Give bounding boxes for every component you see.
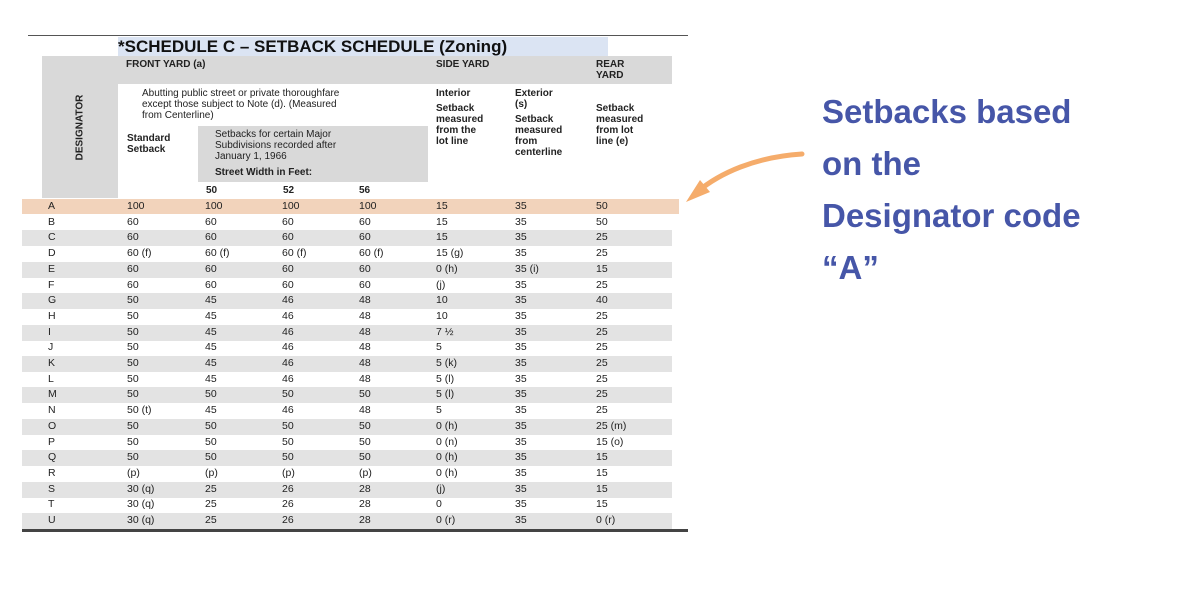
designator-cell: B [48, 215, 56, 228]
arrow-shaft [697, 154, 802, 192]
designator-cell: J [48, 341, 54, 354]
table-cell-rear: 25 [596, 231, 608, 244]
table-cell-exterior: 35 [515, 435, 527, 448]
table-row-shading [22, 293, 672, 309]
exterior-header-4: measured [515, 125, 563, 136]
table-cell-w56: 48 [359, 357, 371, 369]
table-cell-rear: 25 [596, 341, 608, 354]
table-cell-w56: (p) [359, 466, 372, 479]
table-cell-rear: 25 [596, 247, 608, 260]
width-52-header: 52 [283, 185, 295, 196]
table-cell-w50: 60 (f) [205, 247, 230, 260]
standard-setback-2: Setback [127, 144, 166, 155]
width-56-header: 56 [359, 185, 371, 196]
bottom-rule [22, 529, 688, 532]
rear-yard-header-2: YARD [596, 70, 624, 81]
table-cell-exterior: 35 [515, 357, 527, 369]
table-cell-w56: 28 [359, 498, 371, 511]
table-cell-w52: 50 [282, 388, 294, 401]
table-cell-w50: 45 [205, 309, 217, 322]
table-cell-w52: 60 [282, 278, 294, 291]
table-cell-w52: 50 [282, 419, 294, 432]
table-cell-w52: 50 [282, 451, 294, 464]
front-yard-header: FRONT YARD (a) [126, 59, 206, 70]
designator-cell: O [48, 419, 57, 432]
table-cell-exterior: 35 [515, 498, 527, 511]
table-cell-w50: 45 [205, 404, 217, 417]
table-cell-exterior: 35 [515, 482, 527, 495]
table-cell-rear: 25 [596, 372, 608, 385]
designator-cell: K [48, 357, 56, 369]
designator-cell: U [48, 514, 56, 526]
table-cell-std: 60 (f) [127, 247, 152, 260]
table-cell-w50: (p) [205, 466, 218, 479]
exterior-header-2: (s) [515, 99, 528, 110]
table-row-shading [22, 356, 672, 372]
major-subdivision-3: January 1, 1966 [215, 151, 287, 162]
standard-setback-1: Standard [127, 133, 171, 144]
table-row-shading [22, 450, 672, 466]
designator-cell: M [48, 388, 57, 401]
abutting-note-3: from Centerline) [142, 110, 214, 121]
table-cell-interior: 15 [436, 231, 448, 244]
designator-cell: C [48, 231, 56, 244]
table-cell-rear: 25 [596, 388, 608, 401]
abutting-note-1: Abutting public street or private thoroughfare [142, 88, 340, 99]
schedule-title: *SCHEDULE C – SETBACK SCHEDULE (Zoning) [118, 37, 608, 57]
table-cell-interior: 15 [436, 215, 448, 228]
table-cell-std: 50 [127, 309, 139, 322]
table-cell-w50: 60 [205, 262, 217, 275]
table-cell-w52: 46 [282, 404, 294, 417]
table-cell-interior: 0 [436, 498, 442, 511]
table-cell-std: 50 [127, 294, 139, 307]
table-row-shading [22, 482, 672, 498]
table-cell-interior: 0 (h) [436, 262, 458, 275]
table-cell-w52: 26 [282, 514, 294, 526]
abutting-note-2: except those subject to Note (d). (Measured [142, 99, 337, 110]
table-cell-w56: 60 [359, 215, 371, 228]
side-yard-header: SIDE YARD [436, 59, 490, 70]
table-cell-w50: 50 [205, 419, 217, 432]
table-cell-w56: 28 [359, 514, 371, 526]
designator-cell: E [48, 262, 56, 275]
table-cell-exterior: 35 [515, 247, 527, 260]
pointer-arrow [680, 140, 815, 220]
top-rule [28, 35, 688, 36]
interior-header-3: measured [436, 114, 484, 125]
designator-cell: R [48, 466, 56, 479]
designator-cell: N [48, 404, 56, 417]
annotation-line-2: on the [822, 145, 921, 182]
table-cell-std: 30 (q) [127, 482, 155, 495]
table-cell-interior: 5 [436, 404, 442, 417]
table-cell-w56: 28 [359, 482, 371, 495]
table-cell-interior: 0 (r) [436, 514, 456, 526]
table-cell-std: 60 [127, 215, 139, 228]
table-cell-rear: 25 [596, 357, 608, 369]
table-cell-std: 50 [127, 325, 139, 338]
table-cell-exterior: 35 [515, 466, 527, 479]
designator-cell: S [48, 482, 56, 495]
table-cell-rear: 15 [596, 262, 608, 275]
table-cell-w56: 48 [359, 309, 371, 322]
annotation-line-3: Designator code [822, 197, 1081, 234]
table-cell-std: 50 [127, 451, 139, 464]
row-a-highlight [22, 199, 679, 214]
table-cell-rear: 25 [596, 278, 608, 291]
table-cell-w56: 60 (f) [359, 247, 384, 260]
table-cell-rear: 15 [596, 451, 608, 464]
designator-cell: L [48, 372, 54, 385]
table-cell-w56: 50 [359, 435, 371, 448]
table-cell-interior: 7 ½ [436, 325, 454, 338]
interior-header-4: from the [436, 125, 476, 136]
table-cell-w50: 50 [205, 435, 217, 448]
table-cell-w50: 50 [205, 451, 217, 464]
table-cell-std: 60 [127, 278, 139, 291]
table-cell-w56: 60 [359, 231, 371, 244]
table-row-shading [22, 387, 672, 403]
table-row-shading [22, 262, 672, 278]
table-cell-exterior: 35 [515, 451, 527, 464]
table-cell-interior: 0 (h) [436, 466, 458, 479]
table-cell-std: (p) [127, 466, 140, 479]
street-width-label: Street Width in Feet: [215, 167, 313, 178]
table-cell-std: 50 [127, 435, 139, 448]
table-cell-w50: 60 [205, 215, 217, 228]
designator-cell: A [48, 200, 56, 212]
table-cell-rear: 25 [596, 325, 608, 338]
annotation-line-1: Setbacks based [822, 93, 1072, 130]
designator-cell: D [48, 247, 56, 260]
table-cell-exterior: 35 [515, 404, 527, 417]
table-cell-w52: 46 [282, 372, 294, 385]
rear-setback-header-1: Setback [596, 103, 635, 114]
table-cell-exterior: 35 [515, 514, 527, 526]
table-cell-exterior: 35 [515, 388, 527, 401]
table-cell-interior: (j) [436, 482, 446, 495]
table-cell-interior: (j) [436, 278, 446, 291]
designator-header: DESIGNATOR [74, 94, 86, 160]
table-cell-interior: 0 (h) [436, 451, 458, 464]
designator-cell: T [48, 498, 55, 511]
table-cell-w52: 100 [282, 200, 300, 212]
table-cell-w56: 48 [359, 404, 371, 417]
table-cell-w56: 48 [359, 372, 371, 385]
table-cell-rear: 50 [596, 215, 608, 228]
table-cell-exterior: 35 [515, 200, 527, 212]
rear-yard-header-1: REAR [596, 59, 625, 70]
table-cell-w56: 50 [359, 451, 371, 464]
table-cell-w56: 48 [359, 341, 371, 354]
table-cell-w56: 48 [359, 325, 371, 338]
table-cell-std: 30 (q) [127, 514, 155, 526]
table-cell-w52: 26 [282, 482, 294, 495]
table-cell-rear: 15 (o) [596, 435, 624, 448]
table-cell-w50: 25 [205, 514, 217, 526]
table-cell-w52: 60 [282, 262, 294, 275]
table-cell-std: 50 [127, 341, 139, 354]
table-cell-interior: 15 [436, 200, 448, 212]
table-cell-w50: 100 [205, 200, 223, 212]
table-cell-w50: 45 [205, 294, 217, 307]
table-cell-rear: 25 [596, 309, 608, 322]
designator-cell: Q [48, 451, 57, 464]
table-cell-w52: 26 [282, 498, 294, 511]
interior-header-2: Setback [436, 103, 475, 114]
interior-header-5: lot line [436, 136, 469, 147]
table-cell-exterior: 35 (i) [515, 262, 539, 275]
table-cell-std: 60 [127, 262, 139, 275]
table-cell-w52: 60 (f) [282, 247, 307, 260]
table-cell-w50: 45 [205, 341, 217, 354]
table-cell-exterior: 35 [515, 294, 527, 307]
table-cell-std: 30 (q) [127, 498, 155, 511]
table-cell-w50: 45 [205, 325, 217, 338]
table-cell-w50: 50 [205, 388, 217, 401]
exterior-header-6: centerline [515, 147, 563, 158]
table-cell-w56: 50 [359, 419, 371, 432]
table-cell-exterior: 35 [515, 278, 527, 291]
table-cell-exterior: 35 [515, 309, 527, 322]
table-cell-exterior: 35 [515, 215, 527, 228]
table-cell-w52: 50 [282, 435, 294, 448]
table-cell-rear: 50 [596, 200, 608, 212]
table-cell-w56: 100 [359, 200, 377, 212]
table-cell-w52: 46 [282, 309, 294, 322]
designator-cell: G [48, 294, 57, 307]
table-cell-w56: 60 [359, 262, 371, 275]
table-cell-interior: 5 (k) [436, 357, 457, 369]
major-subdivision-1: Setbacks for certain Major [215, 129, 332, 140]
exterior-header-3: Setback [515, 114, 554, 125]
table-cell-std: 60 [127, 231, 139, 244]
annotation-line-4: “A” [822, 249, 879, 286]
rear-setback-header-4: line (e) [596, 136, 629, 147]
table-cell-std: 50 [127, 419, 139, 432]
table-cell-w56: 48 [359, 294, 371, 307]
table-cell-w50: 60 [205, 231, 217, 244]
table-cell-w56: 50 [359, 388, 371, 401]
table-cell-rear: 15 [596, 482, 608, 495]
table-cell-exterior: 35 [515, 325, 527, 338]
table-cell-interior: 0 (n) [436, 435, 458, 448]
table-cell-rear: 25 [596, 404, 608, 417]
table-cell-w50: 25 [205, 498, 217, 511]
table-cell-interior: 5 (l) [436, 372, 455, 385]
table-cell-interior: 10 [436, 294, 448, 307]
width-50-header: 50 [206, 185, 218, 196]
table-cell-w50: 60 [205, 278, 217, 291]
table-row-shading [22, 325, 672, 341]
rear-setback-header-3: from lot [596, 125, 634, 136]
rear-setback-header-2: measured [596, 114, 644, 125]
table-cell-w52: 60 [282, 215, 294, 228]
table-cell-w50: 45 [205, 357, 217, 369]
table-cell-rear: 25 (m) [596, 419, 627, 432]
table-cell-std: 50 [127, 388, 139, 401]
table-cell-w56: 60 [359, 278, 371, 291]
table-cell-w52: 46 [282, 294, 294, 307]
table-cell-w52: 46 [282, 325, 294, 338]
designator-cell: P [48, 435, 56, 448]
table-cell-w52: 60 [282, 231, 294, 244]
table-cell-exterior: 35 [515, 231, 527, 244]
table-cell-std: 100 [127, 200, 145, 212]
table-cell-exterior: 35 [515, 419, 527, 432]
table-cell-std: 50 [127, 357, 139, 369]
table-cell-w50: 45 [205, 372, 217, 385]
table-row-shading [22, 419, 672, 435]
table-cell-std: 50 [127, 372, 139, 385]
designator-cell: F [48, 278, 55, 291]
table-cell-exterior: 35 [515, 372, 527, 385]
table-cell-rear: 0 (r) [596, 514, 616, 526]
table-cell-w52: 46 [282, 341, 294, 354]
table-cell-interior: 5 [436, 341, 442, 354]
table-cell-rear: 15 [596, 498, 608, 511]
exterior-header-5: from [515, 136, 538, 147]
table-cell-w52: 46 [282, 357, 294, 369]
table-cell-rear: 40 [596, 294, 608, 307]
designator-cell: I [48, 325, 51, 338]
table-cell-interior: 5 (l) [436, 388, 455, 401]
table-cell-interior: 0 (h) [436, 419, 458, 432]
table-row-shading [22, 230, 672, 246]
interior-header-1: Interior [436, 88, 471, 99]
major-subdivision-2: Subdivisions recorded after [215, 140, 337, 151]
table-cell-w52: (p) [282, 466, 295, 479]
table-cell-std: 50 (t) [127, 404, 152, 417]
designator-cell: H [48, 309, 56, 322]
table-cell-interior: 15 (g) [436, 247, 464, 260]
table-cell-w50: 25 [205, 482, 217, 495]
annotation-text [822, 86, 1182, 294]
table-cell-interior: 10 [436, 309, 448, 322]
table-cell-exterior: 35 [515, 341, 527, 354]
table-row-shading [22, 513, 672, 529]
exterior-header-1: Exterior [515, 88, 553, 99]
table-cell-rear: 15 [596, 466, 608, 479]
